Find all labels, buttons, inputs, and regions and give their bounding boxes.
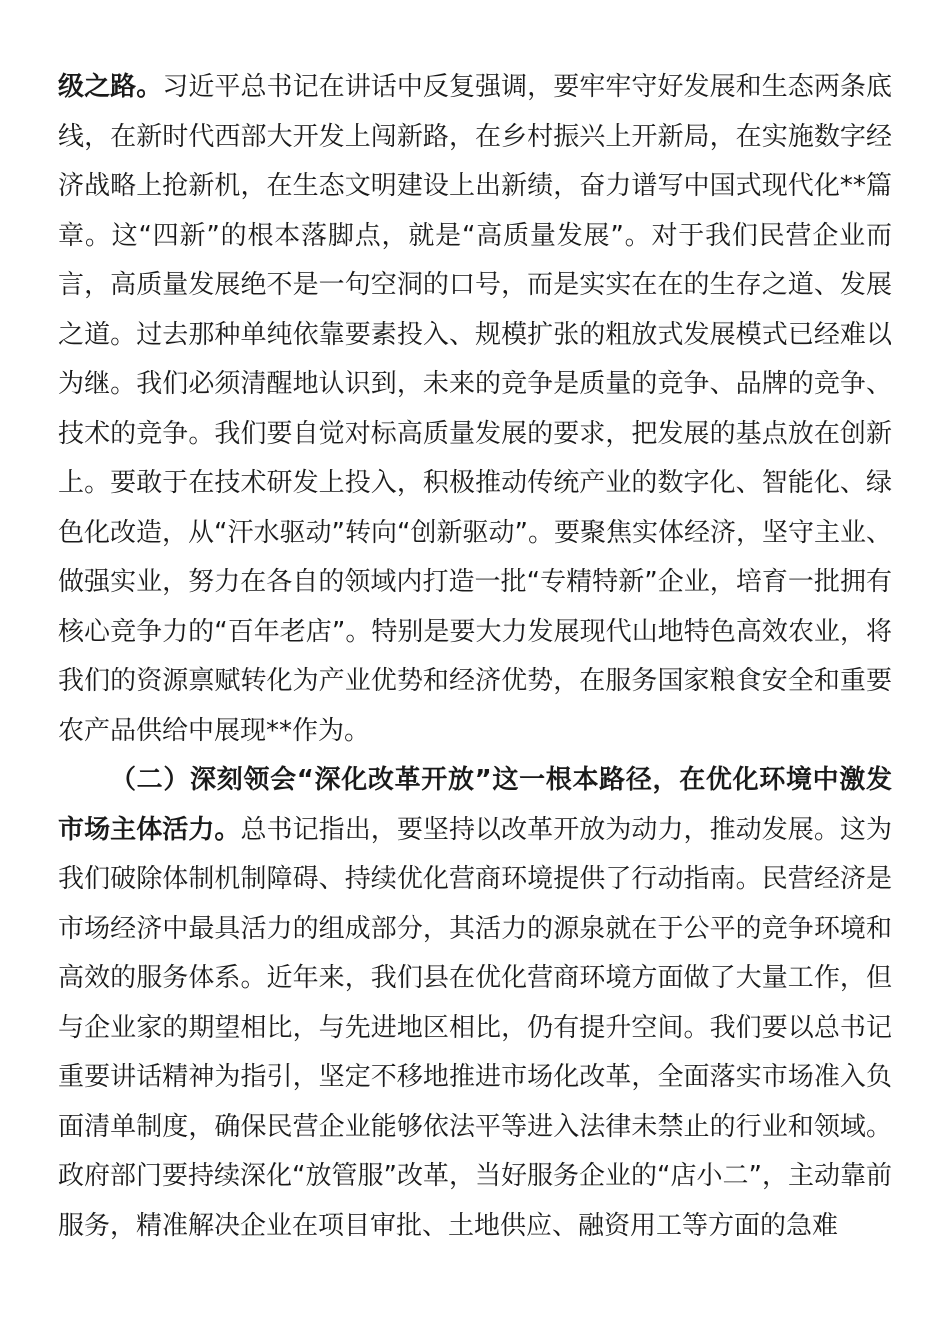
paragraph-body: 习近平总书记在讲话中反复强调，要牢牢守好发展和生态两条底线，在新时代西部大开发上闯新路，在乡村振兴上开新局，在实施数字经济战略上抢新机，在生态文明建设上出新绩，奋力谱写中国式现代化**篇章。这“四新”的根本落脚点，就是“高质量发展”。对于我们民营企业而言，高质量发展绝不是一句空洞的口号，而是实实在在的生存之道、发展之道。过去那种单纯依靠要素投入、规模扩张的粗放式发展模式已经难以为继。我们必须清醒地认识到，未来的竞争是质量的竞争、品牌的竞争、技术的竞争。我们要自觉对标高质量发展的要求，把发展的基点放在创新上。要敢于在技术研发上投入，积极推动传统产业的数字化、智能化、绿色化改造，从“汗水驱动”转向“创新驱动”。要聚焦实体经济，坚守主业、做强实业，努力在各自的领域内打造一批“专精特新”企业，培育一批拥有核心竞争力的“百年老店”。特别是要大力发展现代山地特色高效农业，将我们的资源禀赋转化为产业优势和经济优势，在服务国家粮食安全和重要农产品供给中展现**作为。 (58, 72, 892, 746)
document-page (58, 63, 892, 1251)
paragraph-high-quality-development (58, 63, 892, 756)
section-heading: （二）深刻领会“深化改革开放”这一根本路径，在优化环境中激发市场主体活力。 (58, 765, 892, 845)
paragraph-lead-bold: 级之路。 (58, 72, 163, 102)
paragraph-reform-opening (58, 756, 892, 1251)
paragraph-body: 总书记指出，要坚持以改革开放为动力，推动发展。这为我们破除体制机制障碍、持续优化营商环境提供了行动指南。民营经济是市场经济中最具活力的组成部分，其活力的源泉就在于公平的竞争环境和高效的服务体系。近年来，我们县在优化营商环境方面做了大量工作，但与企业家的期望相比，与先进地区相比，仍有提升空间。我们要以总书记重要讲话精神为指引，坚定不移地推进市场化改革，全面落实市场准入负面清单制度，确保民营企业能够依法平等进入法律未禁止的行业和领域。政府部门要持续深化“放管服”改革，当好服务企业的“店小二”，主动靠前服务，精准解决企业在项目审批、土地供应、融资用工等方面的急难 (58, 814, 892, 1241)
